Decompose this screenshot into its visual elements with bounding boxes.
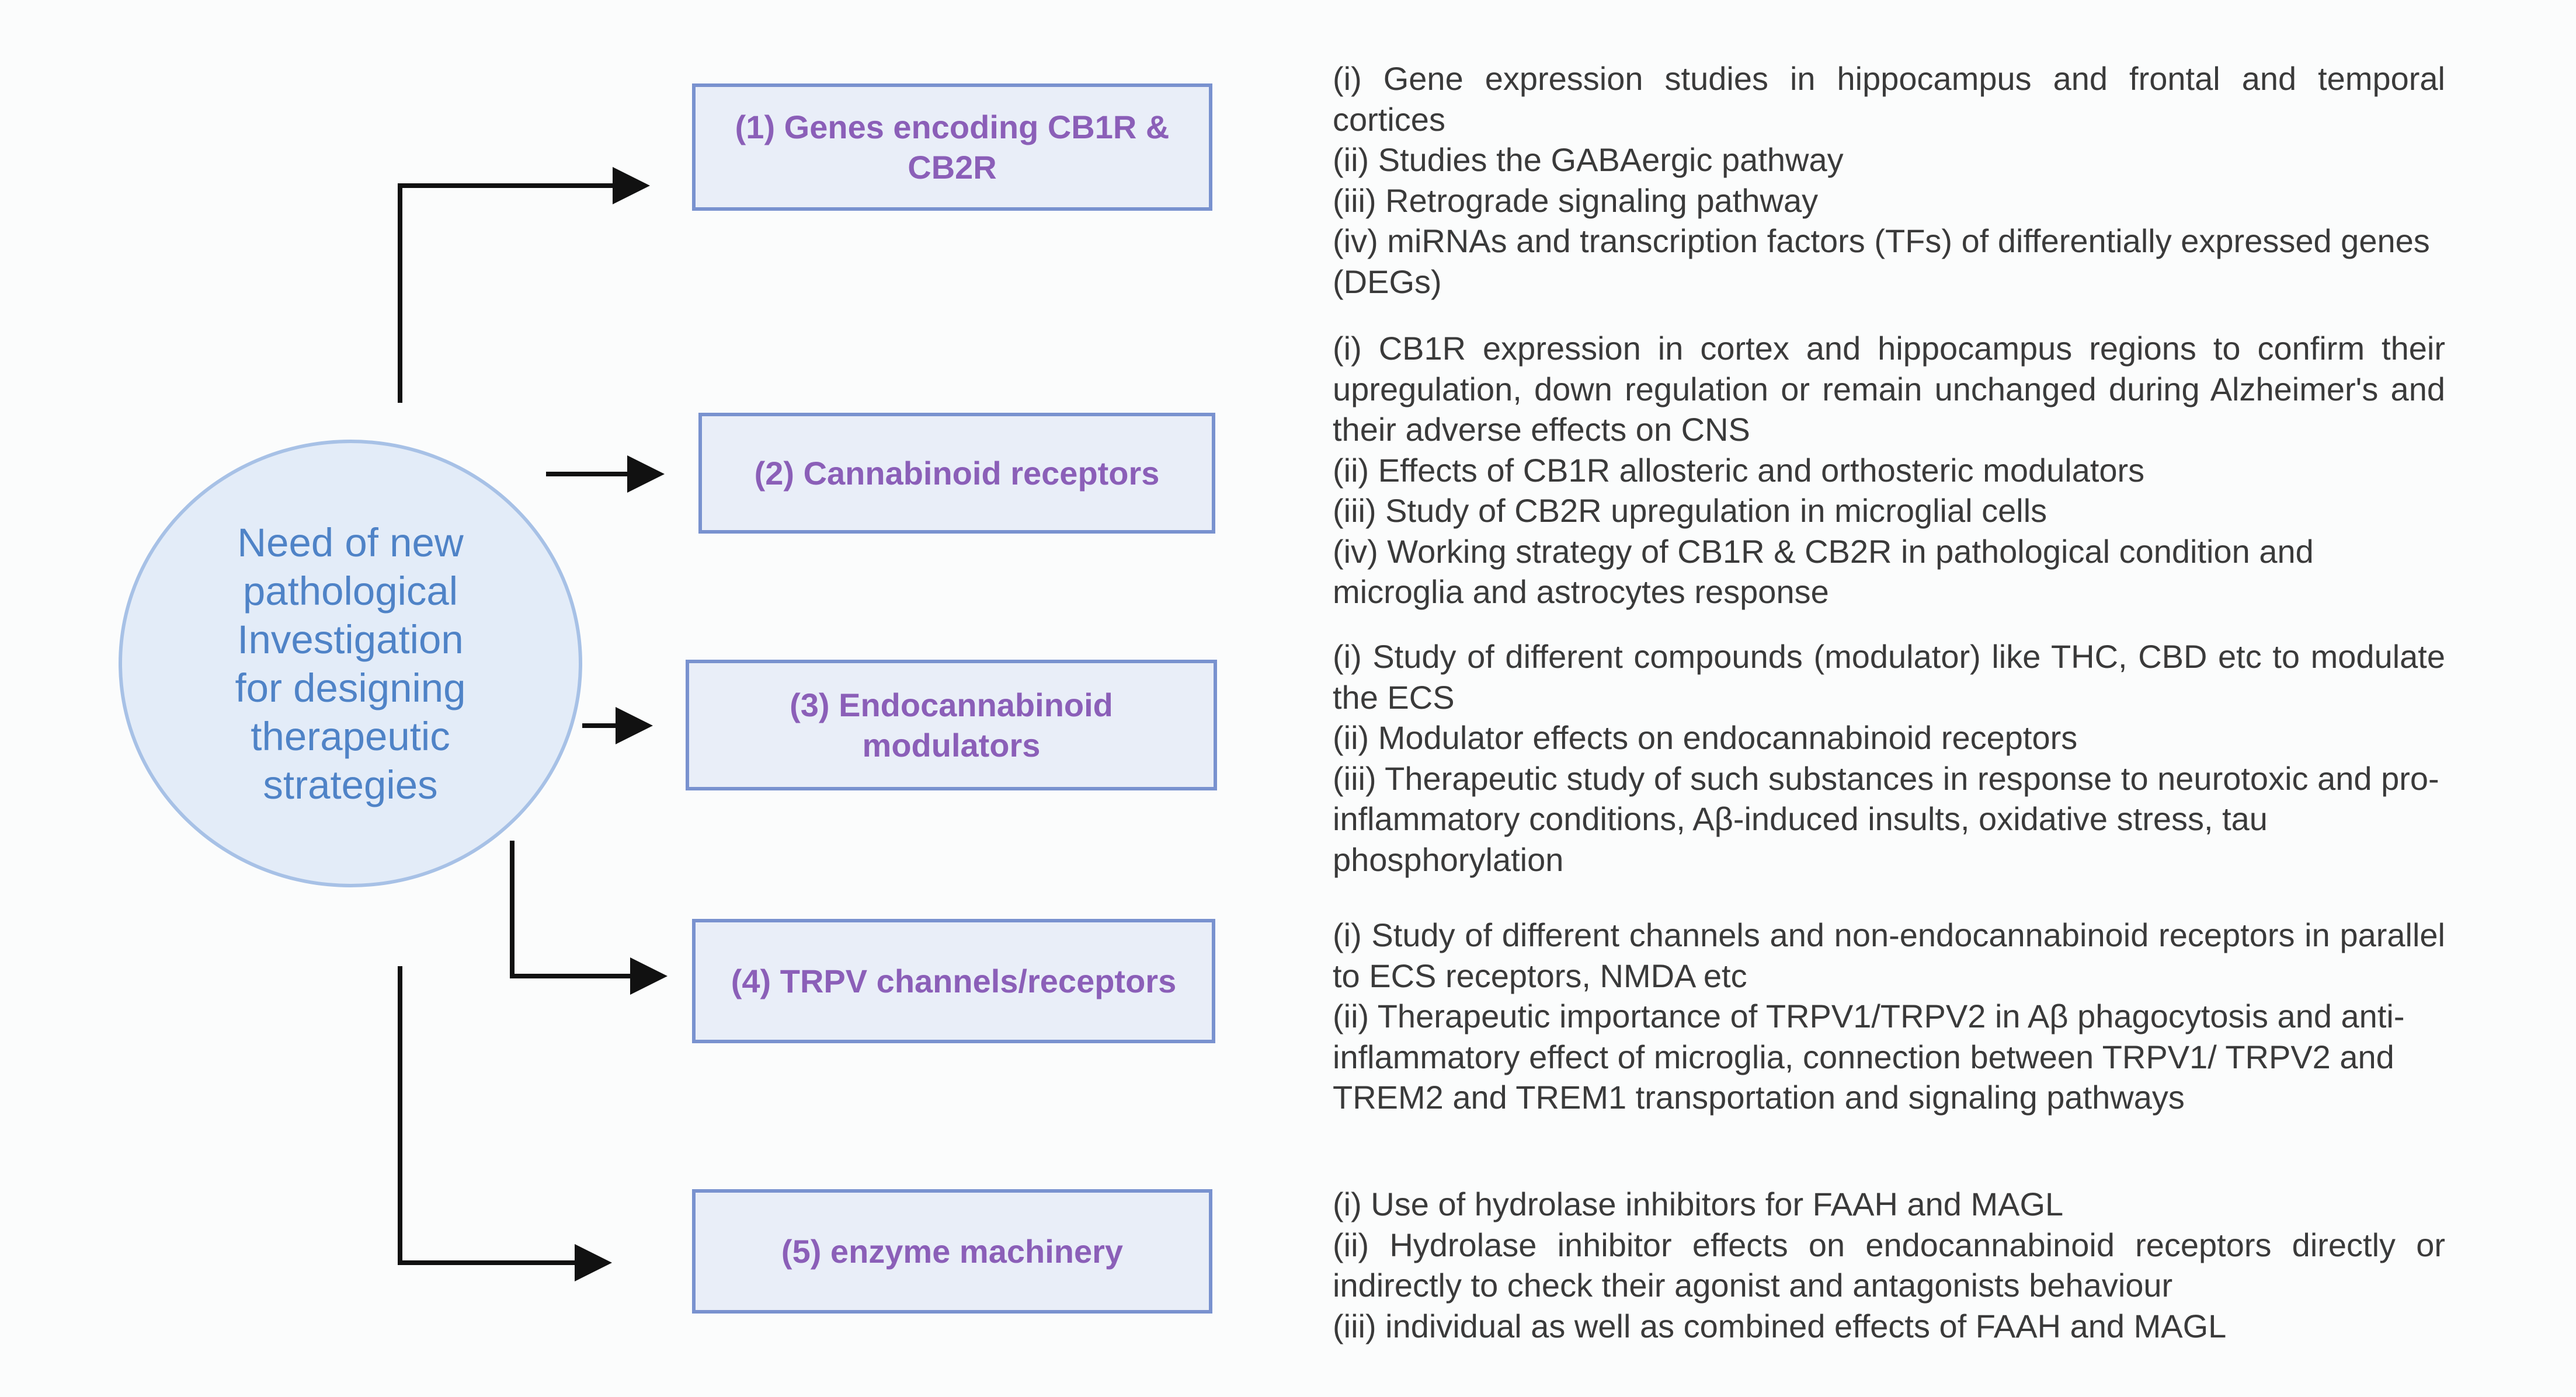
central-topic-circle — [119, 440, 582, 887]
detail-line: (i) Gene expression studies in hippocampus and frontal and temporal cortices — [1333, 60, 2445, 138]
category-box-genes — [692, 83, 1212, 211]
detail-line: (i) Use of hydrolase inhibitors for FAAH and MAGL — [1333, 1186, 2064, 1222]
detail-line: (iii) Therapeutic study of such substances in response to neurotoxic and pro-inflammatory conditions, Aβ-induced insults, oxidative stress, tau phosphorylation — [1333, 760, 2439, 878]
detail-line: (ii) Effects of CB1R allosteric and orthosteric modulators — [1333, 451, 2145, 489]
arrow-to-enzyme — [400, 966, 607, 1263]
category-label: (2) Cannabinoid receptors — [754, 455, 1160, 492]
details-trpv — [1333, 915, 2445, 1118]
detail-line: (ii) Studies the GABAergic pathway — [1333, 141, 1844, 178]
detail-line: (iv) miRNAs and transcription factors (TFs) of differentially expressed genes (DEGs) — [1333, 222, 2430, 300]
detail-line: (ii) Hydrolase inhibitor effects on endocannabinoid receptors directly or indirectly to check their agonist and antagonists behaviour — [1333, 1226, 2445, 1304]
arrow-to-trpv — [512, 841, 663, 976]
category-box-receptors — [698, 413, 1215, 534]
category-box-enzyme — [692, 1189, 1212, 1314]
detail-line: (ii) Modulator effects on endocannabinoid receptors — [1333, 719, 2078, 756]
detail-line: (iv) Working strategy of CB1R & CB2R in pathological condition and microglia and astrocytes response — [1333, 532, 2314, 610]
category-box-modulators — [686, 660, 1217, 790]
detail-line: (i) Study of different compounds (modulator) like THC, CBD etc to modulate the ECS — [1333, 638, 2445, 716]
detail-line: (iii) Retrograde signaling pathway — [1333, 182, 1819, 219]
detail-line: (i) CB1R expression in cortex and hippocampus regions to confirm their upregulation, down regulation or remain unchanged during Alzheimer's and their adverse effects on CNS — [1333, 330, 2445, 448]
details-modulators — [1333, 636, 2445, 880]
detail-line: (iii) Study of CB2R upregulation in microglial cells — [1333, 492, 2047, 529]
category-label: (3) Endocannabinoid modulators — [790, 687, 1113, 764]
category-box-trpv — [692, 919, 1215, 1043]
detail-line: (ii) Therapeutic importance of TRPV1/TRPV2 in Aβ phagocytosis and anti-inflammatory effect of microglia, connection between TRPV1/ TRPV2 and TREM2 and TREM1 transportation and signaling pathways — [1333, 998, 2405, 1116]
category-label: (5) enzyme machinery — [781, 1233, 1124, 1270]
detail-line: (iii) individual as well as combined effects of FAAH and MAGL — [1333, 1307, 2227, 1344]
category-label: (4) TRPV channels/receptors — [731, 963, 1177, 999]
details-enzyme — [1333, 1184, 2445, 1346]
category-label: (1) Genes encoding CB1R & CB2R — [735, 109, 1170, 186]
detail-line: (i) Study of different channels and non-endocannabinoid receptors in parallel to ECS receptors, NMDA etc — [1333, 917, 2445, 994]
central-topic-label: Need of new pathological Investigation for designing therapeutic strategies — [235, 520, 466, 807]
arrow-to-genes — [400, 186, 645, 403]
details-receptors — [1333, 328, 2445, 612]
details-genes — [1333, 58, 2445, 302]
